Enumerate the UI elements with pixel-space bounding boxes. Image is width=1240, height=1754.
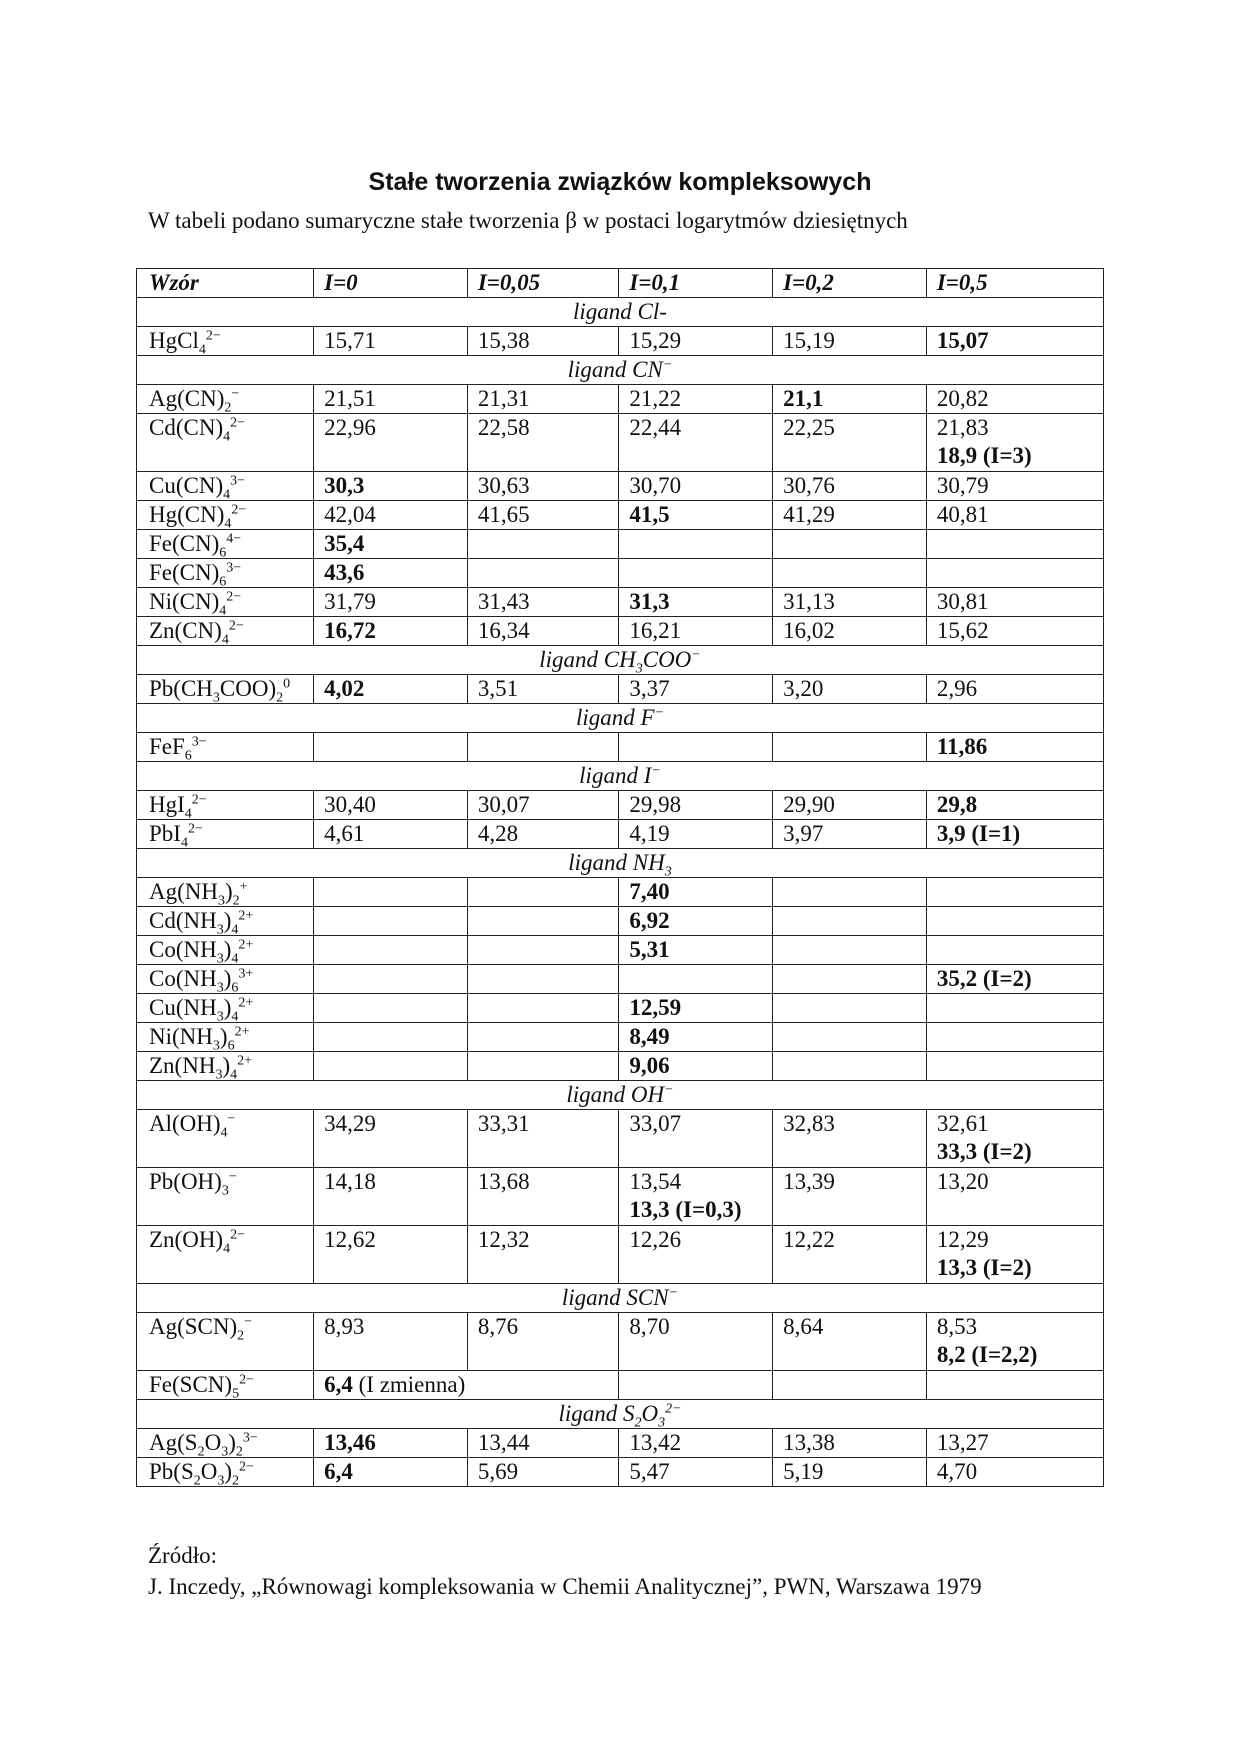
value-cell: 12,32 [467, 1226, 619, 1284]
value-cell: 3,97 [773, 820, 927, 849]
value-cell: 9,06 [619, 1052, 773, 1081]
value-cell: 29,8 [926, 791, 1103, 820]
table-row [137, 1168, 1104, 1226]
value-cell: 41,65 [467, 501, 619, 530]
value-cell: 3,51 [467, 675, 619, 704]
value-cell: 30,40 [314, 791, 468, 820]
value-cell [619, 559, 773, 588]
value-cell [619, 965, 773, 994]
column-header: I=0,05 [467, 269, 619, 298]
value-cell: 43,6 [314, 559, 468, 588]
stability-constants-table [136, 268, 1104, 1487]
formula-cell: $Hg(CN)_4^{2-}$ [137, 501, 314, 530]
ligand-label: ligand CN− [137, 356, 1104, 385]
value-cell: 30,07 [467, 791, 619, 820]
value-cell: 31,13 [773, 588, 927, 617]
value-cell: 21,31 [467, 385, 619, 414]
value-cell: 31,43 [467, 588, 619, 617]
formula-cell: $Ni(CN)_4^{2-}$ [137, 588, 314, 617]
value-cell: 4,19 [619, 820, 773, 849]
value-cell [773, 1371, 927, 1400]
formula-cell: $Fe(CN)_6^{3-}$ [137, 559, 314, 588]
value-cell: 13,44 [467, 1429, 619, 1458]
page-subtitle: W tabeli podano sumaryczne stałe tworzenia β w postaci logarytmów dziesiętnych [148, 208, 908, 233]
value-cell: 3,9 (I=1) [926, 820, 1103, 849]
formula-cell: $Ag(S_2O_3)_2^{3-}$ [137, 1429, 314, 1458]
table-row [137, 501, 1104, 530]
table-row [137, 733, 1104, 762]
value-cell [773, 1023, 927, 1052]
table-row [137, 559, 1104, 588]
value-cell: 14,18 [314, 1168, 468, 1226]
ligand-row [137, 1284, 1104, 1313]
value-cell [619, 1371, 773, 1400]
table-body [137, 269, 1104, 1487]
ligand-label: ligand $CH_3COO^-$ [137, 646, 1104, 675]
value-cell [314, 1052, 468, 1081]
value-cell: 32,61 33,3 (I=2) [926, 1110, 1103, 1168]
value-cell: 7,40 [619, 878, 773, 907]
table-row [137, 878, 1104, 907]
column-header: Wzór [137, 269, 314, 298]
formula-cell: $Ag(CN)_2^-$ [137, 385, 314, 414]
column-header: I=0,1 [619, 269, 773, 298]
formula-cell: $Zn(OH)_4^{2-}$ [137, 1226, 314, 1284]
value-cell [773, 530, 927, 559]
ligand-label: ligand Cl- [137, 298, 1104, 327]
column-header: I=0,5 [926, 269, 1103, 298]
value-cell [926, 878, 1103, 907]
value-cell: 41,5 [619, 501, 773, 530]
value-cell [773, 965, 927, 994]
table-row [137, 588, 1104, 617]
ligand-label: ligand $NH_3$ [137, 849, 1104, 878]
value-cell: 16,02 [773, 617, 927, 646]
value-cell: 8,49 [619, 1023, 773, 1052]
value-cell: 29,98 [619, 791, 773, 820]
value-cell [926, 994, 1103, 1023]
value-cell [467, 878, 619, 907]
value-cell: 15,19 [773, 327, 927, 356]
value-cell: 8,70 [619, 1313, 773, 1371]
table-row [137, 414, 1104, 472]
value-cell [926, 1052, 1103, 1081]
value-cell: 29,90 [773, 791, 927, 820]
value-cell: 16,21 [619, 617, 773, 646]
value-cell: 22,58 [467, 414, 619, 472]
value-cell: 3,20 [773, 675, 927, 704]
value-cell [467, 1023, 619, 1052]
value-cell: 22,25 [773, 414, 927, 472]
value-cell: 21,51 [314, 385, 468, 414]
column-header: I=0,2 [773, 269, 927, 298]
value-cell: 21,1 [773, 385, 927, 414]
value-cell [467, 530, 619, 559]
value-cell: 13,68 [467, 1168, 619, 1226]
formula-cell: $Ag(SCN)_2^-$ [137, 1313, 314, 1371]
table-row [137, 675, 1104, 704]
value-cell [314, 878, 468, 907]
value-cell: 33,31 [467, 1110, 619, 1168]
value-cell [467, 733, 619, 762]
table-row [137, 385, 1104, 414]
formula-cell: $Cd(CN)_4^{2-}$ [137, 414, 314, 472]
value-cell [619, 530, 773, 559]
value-cell [314, 994, 468, 1023]
value-cell: 11,86 [926, 733, 1103, 762]
value-cell: 42,04 [314, 501, 468, 530]
value-cell [926, 936, 1103, 965]
value-cell: 13,20 [926, 1168, 1103, 1226]
value-cell [926, 1023, 1103, 1052]
value-cell [926, 559, 1103, 588]
ligand-row [137, 762, 1104, 791]
value-cell [926, 530, 1103, 559]
formula-cell: $Cu(NH_3)_4^{2+}$ [137, 994, 314, 1023]
table-row [137, 1371, 1104, 1400]
ligand-label: ligand F− [137, 704, 1104, 733]
formula-cell: $Co(NH_3)_6^{3+}$ [137, 965, 314, 994]
value-cell: 13,54 13,3 (I=0,3) [619, 1168, 773, 1226]
ligand-row [137, 356, 1104, 385]
table-row [137, 907, 1104, 936]
value-cell: 30,63 [467, 472, 619, 501]
page-title: Stałe tworzenia związków kompleksowych [368, 168, 872, 196]
table-row [137, 936, 1104, 965]
value-cell [467, 1052, 619, 1081]
value-cell: 15,71 [314, 327, 468, 356]
table-row [137, 791, 1104, 820]
ligand-row [137, 298, 1104, 327]
value-cell [773, 907, 927, 936]
ligand-row [137, 849, 1104, 878]
formula-cell: HgI$_4^{2-}$ [137, 791, 314, 820]
value-cell: 3,37 [619, 675, 773, 704]
table-row [137, 1429, 1104, 1458]
value-cell: 22,44 [619, 414, 773, 472]
formula-cell: $Zn(NH_3)_4^{2+}$ [137, 1052, 314, 1081]
table-row [137, 820, 1104, 849]
value-cell: 13,39 [773, 1168, 927, 1226]
value-cell: 12,59 [619, 994, 773, 1023]
value-cell: 12,62 [314, 1226, 468, 1284]
ligand-row [137, 646, 1104, 675]
value-cell [314, 733, 468, 762]
value-cell: 16,34 [467, 617, 619, 646]
value-cell: 8,76 [467, 1313, 619, 1371]
value-cell: 22,96 [314, 414, 468, 472]
value-cell [773, 733, 927, 762]
table-row [137, 1110, 1104, 1168]
value-cell: 15,62 [926, 617, 1103, 646]
value-cell [619, 733, 773, 762]
value-cell: 20,82 [926, 385, 1103, 414]
value-cell: 31,3 [619, 588, 773, 617]
value-cell: 2,96 [926, 675, 1103, 704]
formula-cell: PbI$_4^{2-}$ [137, 820, 314, 849]
value-cell: 41,29 [773, 501, 927, 530]
value-cell: 8,64 [773, 1313, 927, 1371]
value-cell: 8,53 8,2 (I=2,2) [926, 1313, 1103, 1371]
value-cell: 5,47 [619, 1458, 773, 1487]
formula-cell: FeF$_6^{3-}$ [137, 733, 314, 762]
value-cell: 32,83 [773, 1110, 927, 1168]
ligand-row [137, 1400, 1104, 1429]
value-cell: 8,93 [314, 1313, 468, 1371]
formula-cell: $Cu(CN)_4^{3-}$ [137, 472, 314, 501]
value-cell [773, 1052, 927, 1081]
value-cell [314, 965, 468, 994]
formula-cell: $Ag(NH_3)_2^+$ [137, 878, 314, 907]
value-cell: 12,26 [619, 1226, 773, 1284]
table-row [137, 472, 1104, 501]
value-cell [467, 559, 619, 588]
value-cell: 15,07 [926, 327, 1103, 356]
ligand-row [137, 1081, 1104, 1110]
table-row [137, 965, 1104, 994]
table-row [137, 1226, 1104, 1284]
value-cell [773, 559, 927, 588]
value-cell: 13,27 [926, 1429, 1103, 1458]
value-cell [467, 936, 619, 965]
table-row [137, 617, 1104, 646]
value-cell [773, 936, 927, 965]
value-cell [314, 936, 468, 965]
value-cell: 12,22 [773, 1226, 927, 1284]
table-row [137, 1313, 1104, 1371]
value-cell: 15,29 [619, 327, 773, 356]
value-cell: 33,07 [619, 1110, 773, 1168]
formula-cell: $Zn(CN)_4^{2-}$ [137, 617, 314, 646]
value-cell: 34,29 [314, 1110, 468, 1168]
formula-cell: $Pb(S_2O_3)_2^{2-}$ [137, 1458, 314, 1487]
ligand-row [137, 704, 1104, 733]
value-cell: 31,79 [314, 588, 468, 617]
table-row [137, 1023, 1104, 1052]
value-cell: 21,22 [619, 385, 773, 414]
value-cell [467, 965, 619, 994]
value-cell: 13,42 [619, 1429, 773, 1458]
formula-cell: $Pb(OH)_3^-$ [137, 1168, 314, 1226]
formula-cell: HgCl$_4^{2-}$ [137, 327, 314, 356]
formula-cell: $Fe(SCN)_5^{2-}$ [137, 1371, 314, 1400]
value-cell: 6,92 [619, 907, 773, 936]
value-cell: 30,76 [773, 472, 927, 501]
value-cell: 35,2 (I=2) [926, 965, 1103, 994]
value-cell: 13,46 [314, 1429, 468, 1458]
value-cell: 16,72 [314, 617, 468, 646]
value-cell: 6,4 [314, 1458, 468, 1487]
value-cell: 5,19 [773, 1458, 927, 1487]
value-cell: 4,70 [926, 1458, 1103, 1487]
table-row [137, 327, 1104, 356]
value-cell: 35,4 [314, 530, 468, 559]
table-row [137, 994, 1104, 1023]
table-row [137, 1052, 1104, 1081]
value-cell: 12,29 13,3 (I=2) [926, 1226, 1103, 1284]
value-cell: 6,4 (I zmienna) [314, 1371, 619, 1400]
value-cell: 4,02 [314, 675, 468, 704]
value-cell [773, 878, 927, 907]
ligand-label: ligand $S_2O_3^{2-}$ [137, 1400, 1104, 1429]
value-cell: 13,38 [773, 1429, 927, 1458]
ligand-label: ligand SCN− [137, 1284, 1104, 1313]
value-cell [314, 907, 468, 936]
column-header: I=0 [314, 269, 468, 298]
formula-cell: $Fe(CN)_6^{4-}$ [137, 530, 314, 559]
value-cell: 30,70 [619, 472, 773, 501]
source-label: Źródło: [148, 1543, 217, 1568]
value-cell [467, 994, 619, 1023]
table-row [137, 1458, 1104, 1487]
source-note [148, 1540, 982, 1602]
formula-cell: $Al(OH)_4^-$ [137, 1110, 314, 1168]
value-cell: 30,3 [314, 472, 468, 501]
value-cell: 30,81 [926, 588, 1103, 617]
formula-cell: $Pb(CH_3COO)_2^0$ [137, 675, 314, 704]
value-cell: 4,28 [467, 820, 619, 849]
table-header-row [137, 269, 1104, 298]
value-cell [314, 1023, 468, 1052]
value-cell [926, 907, 1103, 936]
value-cell: 40,81 [926, 501, 1103, 530]
value-cell: 21,83 18,9 (I=3) [926, 414, 1103, 472]
value-cell [926, 1371, 1103, 1400]
value-cell: 5,69 [467, 1458, 619, 1487]
ligand-label: ligand I− [137, 762, 1104, 791]
formula-cell: $Co(NH_3)_4^{2+}$ [137, 936, 314, 965]
source-citation: J. Inczedy, „Równowagi kompleksowania w Chemii Analitycznej”, PWN, Warszawa 1979 [148, 1574, 982, 1599]
value-cell: 4,61 [314, 820, 468, 849]
value-cell [467, 907, 619, 936]
formula-cell: $Ni(NH_3)_6^{2+}$ [137, 1023, 314, 1052]
table-row [137, 530, 1104, 559]
value-cell: 5,31 [619, 936, 773, 965]
value-cell: 30,79 [926, 472, 1103, 501]
ligand-label: ligand OH− [137, 1081, 1104, 1110]
value-cell [773, 994, 927, 1023]
value-cell: 15,38 [467, 327, 619, 356]
formula-cell: $Cd(NH_3)_4^{2+}$ [137, 907, 314, 936]
